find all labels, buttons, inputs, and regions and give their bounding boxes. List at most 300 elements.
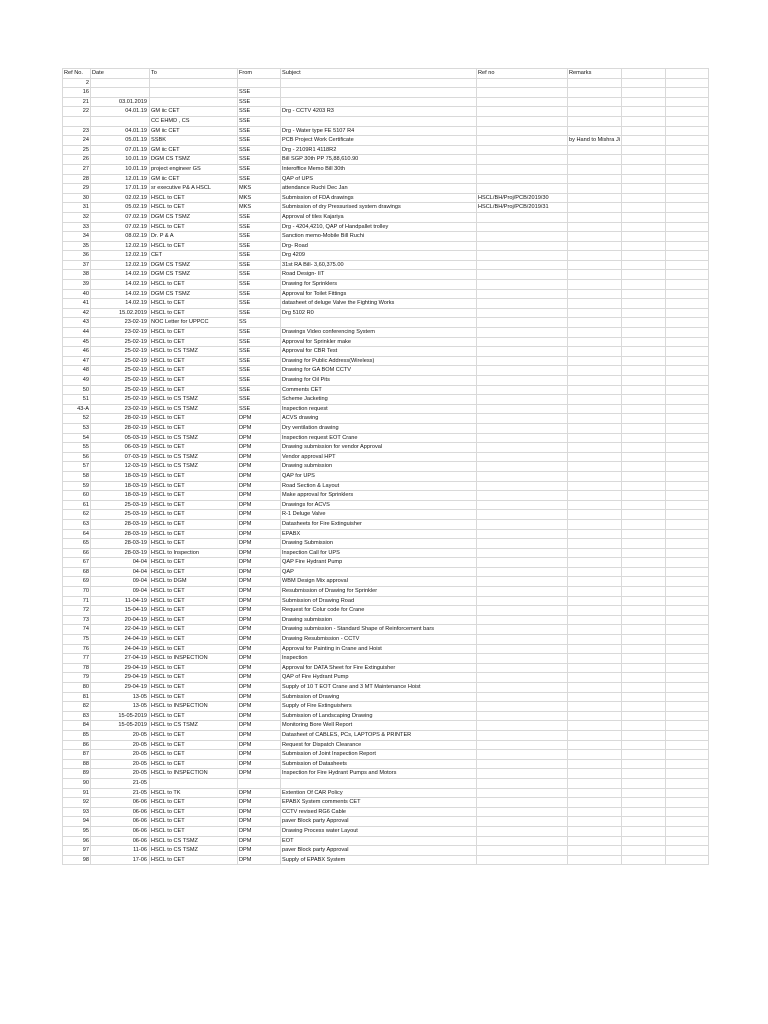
cell-ref-no: 84 xyxy=(63,721,91,731)
cell-from: DPM xyxy=(238,510,281,520)
cell-ref-number xyxy=(477,97,568,107)
cell-ref-no: 65 xyxy=(63,539,91,549)
empty-cell xyxy=(666,203,709,213)
cell-remarks xyxy=(568,116,622,126)
cell-remarks xyxy=(568,193,622,203)
cell-ref-number xyxy=(477,567,568,577)
empty-cell xyxy=(666,491,709,501)
cell-ref-no: 67 xyxy=(63,558,91,568)
cell-to xyxy=(150,97,238,107)
empty-cell xyxy=(622,481,666,491)
cell-to: HSCL to CET xyxy=(150,519,238,529)
cell-subject: attendance Ruchi Dec Jan xyxy=(281,184,477,194)
empty-cell xyxy=(622,798,666,808)
cell-to: HSCL to CET xyxy=(150,596,238,606)
cell-from: DPM xyxy=(238,433,281,443)
cell-date: 11-06 xyxy=(91,846,150,856)
cell-subject: paver Block party Approval xyxy=(281,817,477,827)
cell-to: HSCL to CS TSMZ xyxy=(150,452,238,462)
empty-cell xyxy=(622,519,666,529)
cell-ref-number xyxy=(477,759,568,769)
table-row xyxy=(63,558,709,568)
cell-ref-number xyxy=(477,443,568,453)
empty-cell xyxy=(622,587,666,597)
cell-ref-number xyxy=(477,136,568,146)
cell-to: HSCL to DGM xyxy=(150,577,238,587)
empty-cell xyxy=(622,510,666,520)
empty-cell xyxy=(622,548,666,558)
cell-to: HSCL to CS TSMZ xyxy=(150,404,238,414)
cell-ref-number xyxy=(477,721,568,731)
cell-ref-number xyxy=(477,683,568,693)
cell-from: DPM xyxy=(238,721,281,731)
cell-ref-no: 58 xyxy=(63,471,91,481)
cell-subject: CCTV revised RG6 Cable xyxy=(281,807,477,817)
cell-ref-number xyxy=(477,635,568,645)
empty-cell xyxy=(622,126,666,136)
empty-cell xyxy=(666,730,709,740)
cell-ref-number xyxy=(477,558,568,568)
cell-ref-number xyxy=(477,625,568,635)
header-ref-no-2: Ref no xyxy=(477,69,568,79)
cell-ref-number xyxy=(477,395,568,405)
cell-from: SSE xyxy=(238,366,281,376)
empty-cell xyxy=(666,385,709,395)
cell-from: DPM xyxy=(238,577,281,587)
cell-date: 20-05 xyxy=(91,769,150,779)
cell-remarks xyxy=(568,519,622,529)
cell-from: SSE xyxy=(238,347,281,357)
cell-from: SSE xyxy=(238,164,281,174)
empty-cell xyxy=(666,798,709,808)
cell-subject: EPABX System comments CET xyxy=(281,798,477,808)
table-row xyxy=(63,462,709,472)
table-row xyxy=(63,289,709,299)
empty-cell xyxy=(622,356,666,366)
cell-ref-no: 74 xyxy=(63,625,91,635)
cell-to: HSCL to CET xyxy=(150,414,238,424)
table-row xyxy=(63,395,709,405)
table-row xyxy=(63,846,709,856)
table-row xyxy=(63,663,709,673)
cell-ref-no: 28 xyxy=(63,174,91,184)
cell-to: HSCL to CET xyxy=(150,423,238,433)
cell-ref-number xyxy=(477,184,568,194)
table-row xyxy=(63,174,709,184)
empty-cell xyxy=(666,529,709,539)
cell-subject: Submission of Datasheets xyxy=(281,759,477,769)
cell-ref-number: HSCL/BH/Proj/PCB/2019/31 xyxy=(477,203,568,213)
cell-to: HSCL to CET xyxy=(150,711,238,721)
cell-remarks xyxy=(568,615,622,625)
cell-ref-number xyxy=(477,404,568,414)
cell-remarks xyxy=(568,826,622,836)
cell-date: 06-06 xyxy=(91,798,150,808)
empty-cell xyxy=(622,606,666,616)
empty-cell xyxy=(622,558,666,568)
empty-cell xyxy=(622,270,666,280)
cell-from: SSE xyxy=(238,280,281,290)
cell-date: 22-04-19 xyxy=(91,625,150,635)
cell-to: HSCL to CS TSMZ xyxy=(150,836,238,846)
empty-cell xyxy=(666,136,709,146)
table-row xyxy=(63,769,709,779)
cell-date: 11-04-19 xyxy=(91,596,150,606)
empty-cell xyxy=(622,97,666,107)
cell-date: 20-05 xyxy=(91,730,150,740)
cell-ref-no: 80 xyxy=(63,683,91,693)
cell-subject: Request for Dispatch Clearance xyxy=(281,740,477,750)
cell-ref-number xyxy=(477,318,568,328)
cell-date: 25-02-19 xyxy=(91,356,150,366)
cell-subject: Approval for Sprinkler make xyxy=(281,337,477,347)
empty-cell xyxy=(666,88,709,98)
cell-ref-no: 25 xyxy=(63,145,91,155)
cell-remarks xyxy=(568,88,622,98)
cell-from: DPM xyxy=(238,654,281,664)
table-row xyxy=(63,730,709,740)
cell-from: SSE xyxy=(238,116,281,126)
cell-date: 10.01.19 xyxy=(91,164,150,174)
table-row xyxy=(63,136,709,146)
cell-remarks xyxy=(568,606,622,616)
cell-remarks xyxy=(568,443,622,453)
cell-ref-no: 57 xyxy=(63,462,91,472)
cell-to: HSCL to CET xyxy=(150,683,238,693)
cell-remarks xyxy=(568,625,622,635)
cell-to: DGM CS TSMZ xyxy=(150,270,238,280)
empty-cell xyxy=(622,433,666,443)
table-row xyxy=(63,471,709,481)
cell-ref-number xyxy=(477,692,568,702)
cell-subject: R-1 Deluge Valve xyxy=(281,510,477,520)
cell-remarks xyxy=(568,174,622,184)
cell-subject: Submission of Drawing xyxy=(281,692,477,702)
table-row xyxy=(63,798,709,808)
cell-to: HSCL to CET xyxy=(150,500,238,510)
empty-cell xyxy=(622,778,666,788)
cell-ref-no: 56 xyxy=(63,452,91,462)
cell-ref-no: 32 xyxy=(63,212,91,222)
cell-subject: Road Section & Layout xyxy=(281,481,477,491)
cell-from: DPM xyxy=(238,567,281,577)
empty-cell xyxy=(666,644,709,654)
table-row xyxy=(63,193,709,203)
header-ref-no: Ref No. xyxy=(63,69,91,79)
cell-from: DPM xyxy=(238,423,281,433)
cell-subject: Comments CET xyxy=(281,385,477,395)
cell-to: HSCL to CET xyxy=(150,481,238,491)
cell-date: 10.01.19 xyxy=(91,155,150,165)
cell-subject: Inspection request EOT Crane xyxy=(281,433,477,443)
cell-remarks xyxy=(568,750,622,760)
empty-cell xyxy=(622,826,666,836)
empty-cell xyxy=(666,759,709,769)
cell-from: DPM xyxy=(238,759,281,769)
cell-date: 29-04-19 xyxy=(91,683,150,693)
cell-ref-no: 63 xyxy=(63,519,91,529)
cell-ref-no: 73 xyxy=(63,615,91,625)
cell-ref-no: 24 xyxy=(63,136,91,146)
empty-cell xyxy=(622,836,666,846)
empty-cell xyxy=(622,702,666,712)
table-row xyxy=(63,539,709,549)
table-row xyxy=(63,414,709,424)
cell-date: 18-03-19 xyxy=(91,481,150,491)
cell-date: 25-02-19 xyxy=(91,376,150,386)
cell-ref-number xyxy=(477,587,568,597)
cell-to: project engineer GS xyxy=(150,164,238,174)
cell-date: 07.01.19 xyxy=(91,145,150,155)
cell-remarks xyxy=(568,347,622,357)
cell-from: SSE xyxy=(238,299,281,309)
empty-cell xyxy=(666,251,709,261)
cell-ref-number xyxy=(477,337,568,347)
cell-from: SSE xyxy=(238,174,281,184)
cell-subject: WBM Design Mix approval xyxy=(281,577,477,587)
empty-cell xyxy=(666,625,709,635)
cell-to: HSCL to CS TSMZ xyxy=(150,395,238,405)
empty-cell xyxy=(666,126,709,136)
cell-remarks xyxy=(568,404,622,414)
cell-subject: Approval of tiles Kajariya xyxy=(281,212,477,222)
empty-cell xyxy=(622,769,666,779)
cell-to: HSCL to CET xyxy=(150,337,238,347)
cell-date: 24-04-19 xyxy=(91,644,150,654)
cell-ref-no: 89 xyxy=(63,769,91,779)
empty-cell xyxy=(666,663,709,673)
cell-subject: paver Block party Approval xyxy=(281,846,477,856)
empty-cell xyxy=(666,155,709,165)
table-row xyxy=(63,826,709,836)
cell-to: HSCL to CET xyxy=(150,855,238,865)
cell-ref-number xyxy=(477,817,568,827)
cell-remarks xyxy=(568,855,622,865)
cell-subject: Bill SGP 30th PP 75,88,610.90 xyxy=(281,155,477,165)
cell-date: 12-03-19 xyxy=(91,462,150,472)
cell-date: 05.02.19 xyxy=(91,203,150,213)
cell-date: 28-03-19 xyxy=(91,529,150,539)
empty-cell xyxy=(666,778,709,788)
empty-cell xyxy=(622,683,666,693)
empty-cell xyxy=(666,702,709,712)
cell-from: DPM xyxy=(238,673,281,683)
cell-ref-no: 27 xyxy=(63,164,91,174)
cell-remarks xyxy=(568,548,622,558)
cell-subject: Submission of dry Pressurised system drawings xyxy=(281,203,477,213)
cell-ref-number xyxy=(477,529,568,539)
empty-cell xyxy=(666,222,709,232)
cell-subject: 31st RA Bill- 3,60,375.00 xyxy=(281,260,477,270)
cell-from: DPM xyxy=(238,836,281,846)
table-row xyxy=(63,337,709,347)
cell-to: HSCL to CET xyxy=(150,817,238,827)
cell-ref-number xyxy=(477,241,568,251)
cell-ref-no: 97 xyxy=(63,846,91,856)
cell-ref-number: HSCL/BH/Proj/PCB/2019/30 xyxy=(477,193,568,203)
header-remarks: Remarks xyxy=(568,69,622,79)
empty-cell xyxy=(622,222,666,232)
cell-subject: Vendor approval HPT xyxy=(281,452,477,462)
cell-subject: QAP of Fire Hydrant Pump xyxy=(281,673,477,683)
cell-to: HSCL to CS TSMZ xyxy=(150,347,238,357)
table-row xyxy=(63,155,709,165)
cell-to: GM iic CET xyxy=(150,145,238,155)
cell-ref-number xyxy=(477,328,568,338)
cell-from: DPM xyxy=(238,644,281,654)
empty-cell xyxy=(622,174,666,184)
empty-cell xyxy=(622,136,666,146)
cell-subject: EOT xyxy=(281,836,477,846)
cell-from: SSE xyxy=(238,385,281,395)
cell-date: 23-02-19 xyxy=(91,328,150,338)
cell-to xyxy=(150,778,238,788)
cell-date: 17.01.19 xyxy=(91,184,150,194)
table-row xyxy=(63,433,709,443)
cell-date: 25-02-19 xyxy=(91,366,150,376)
table-row xyxy=(63,654,709,664)
table-row xyxy=(63,452,709,462)
cell-to: HSCL to TK xyxy=(150,788,238,798)
cell-remarks xyxy=(568,97,622,107)
cell-ref-no: 54 xyxy=(63,433,91,443)
cell-ref-no: 49 xyxy=(63,376,91,386)
empty-cell xyxy=(666,193,709,203)
cell-from: DPM xyxy=(238,596,281,606)
cell-subject: Drawings for ACVS xyxy=(281,500,477,510)
cell-remarks xyxy=(568,251,622,261)
empty-cell xyxy=(666,404,709,414)
cell-from: DPM xyxy=(238,826,281,836)
cell-ref-no: 75 xyxy=(63,635,91,645)
cell-date: 25-02-19 xyxy=(91,347,150,357)
cell-date: 13-05 xyxy=(91,702,150,712)
empty-cell xyxy=(666,423,709,433)
cell-subject: Inspection for Fire Hydrant Pumps and Motors xyxy=(281,769,477,779)
cell-subject: Approval for Painting in Crane and Hoist xyxy=(281,644,477,654)
cell-date: 25-03-19 xyxy=(91,500,150,510)
cell-ref-no: 45 xyxy=(63,337,91,347)
empty-cell xyxy=(666,452,709,462)
cell-ref-no: 33 xyxy=(63,222,91,232)
empty-cell xyxy=(622,846,666,856)
cell-ref-number xyxy=(477,702,568,712)
table-row xyxy=(63,596,709,606)
cell-remarks xyxy=(568,683,622,693)
cell-remarks xyxy=(568,308,622,318)
empty-cell xyxy=(666,692,709,702)
cell-ref-no: 62 xyxy=(63,510,91,520)
cell-ref-no: 43-A xyxy=(63,404,91,414)
cell-remarks xyxy=(568,222,622,232)
table-row xyxy=(63,855,709,865)
cell-ref-no: 37 xyxy=(63,260,91,270)
empty-cell xyxy=(622,232,666,242)
cell-to: HSCL to CET xyxy=(150,491,238,501)
cell-ref-no: 55 xyxy=(63,443,91,453)
cell-remarks xyxy=(568,529,622,539)
cell-ref-number xyxy=(477,471,568,481)
cell-subject: Inspection request xyxy=(281,404,477,414)
empty-cell xyxy=(666,116,709,126)
cell-subject: Drg - 2109R1 4118R2 xyxy=(281,145,477,155)
cell-remarks xyxy=(568,596,622,606)
cell-to: HSCL to CET xyxy=(150,308,238,318)
cell-subject: Extention Of CAR Policy xyxy=(281,788,477,798)
empty-cell xyxy=(622,635,666,645)
empty-cell xyxy=(666,78,709,88)
cell-subject: Drawing for Oil Pits xyxy=(281,376,477,386)
cell-from: SSE xyxy=(238,241,281,251)
cell-remarks xyxy=(568,721,622,731)
cell-subject: ACVS drawing xyxy=(281,414,477,424)
cell-subject: Drawing for Sprinklers xyxy=(281,280,477,290)
table-row xyxy=(63,318,709,328)
table-row xyxy=(63,184,709,194)
cell-from: DPM xyxy=(238,846,281,856)
cell-to: HSCL to CET xyxy=(150,692,238,702)
cell-ref-number xyxy=(477,615,568,625)
empty-cell xyxy=(666,232,709,242)
cell-ref-no: 2 xyxy=(63,78,91,88)
cell-to: HSCL to CET xyxy=(150,625,238,635)
cell-date: 28-03-19 xyxy=(91,519,150,529)
empty-cell xyxy=(622,615,666,625)
cell-date: 20-05 xyxy=(91,759,150,769)
table-row xyxy=(63,251,709,261)
cell-remarks xyxy=(568,376,622,386)
cell-ref-number xyxy=(477,212,568,222)
cell-to: HSCL to CET xyxy=(150,203,238,213)
cell-date: 25-03-19 xyxy=(91,510,150,520)
header-subject: Subject xyxy=(281,69,477,79)
cell-date: 12.02.19 xyxy=(91,251,150,261)
empty-cell xyxy=(666,356,709,366)
table-row xyxy=(63,328,709,338)
empty-cell xyxy=(622,577,666,587)
empty-cell xyxy=(622,500,666,510)
table-row xyxy=(63,241,709,251)
cell-to: HSCL to CET xyxy=(150,328,238,338)
cell-remarks xyxy=(568,759,622,769)
empty-cell xyxy=(622,164,666,174)
cell-remarks xyxy=(568,836,622,846)
cell-subject: Drg 4209 xyxy=(281,251,477,261)
cell-subject xyxy=(281,778,477,788)
table-row xyxy=(63,836,709,846)
cell-to: HSCL to CET xyxy=(150,635,238,645)
cell-date: 05-03-19 xyxy=(91,433,150,443)
cell-ref-no: 22 xyxy=(63,107,91,117)
empty-cell xyxy=(622,404,666,414)
empty-cell xyxy=(622,750,666,760)
cell-ref-number xyxy=(477,164,568,174)
cell-date: 04.01.19 xyxy=(91,107,150,117)
cell-from: SSE xyxy=(238,145,281,155)
cell-from: SSE xyxy=(238,289,281,299)
cell-ref-no: 52 xyxy=(63,414,91,424)
cell-to: HSCL to CET xyxy=(150,673,238,683)
cell-remarks xyxy=(568,663,622,673)
cell-from: DPM xyxy=(238,798,281,808)
cell-subject: Supply of 10 T EOT Crane and 3 MT Maintenance Hoist xyxy=(281,683,477,693)
empty-cell xyxy=(666,721,709,731)
empty-cell xyxy=(666,548,709,558)
cell-to: sr executive P& A HSCL xyxy=(150,184,238,194)
empty-cell xyxy=(666,481,709,491)
cell-from: DPM xyxy=(238,817,281,827)
empty-cell xyxy=(666,260,709,270)
